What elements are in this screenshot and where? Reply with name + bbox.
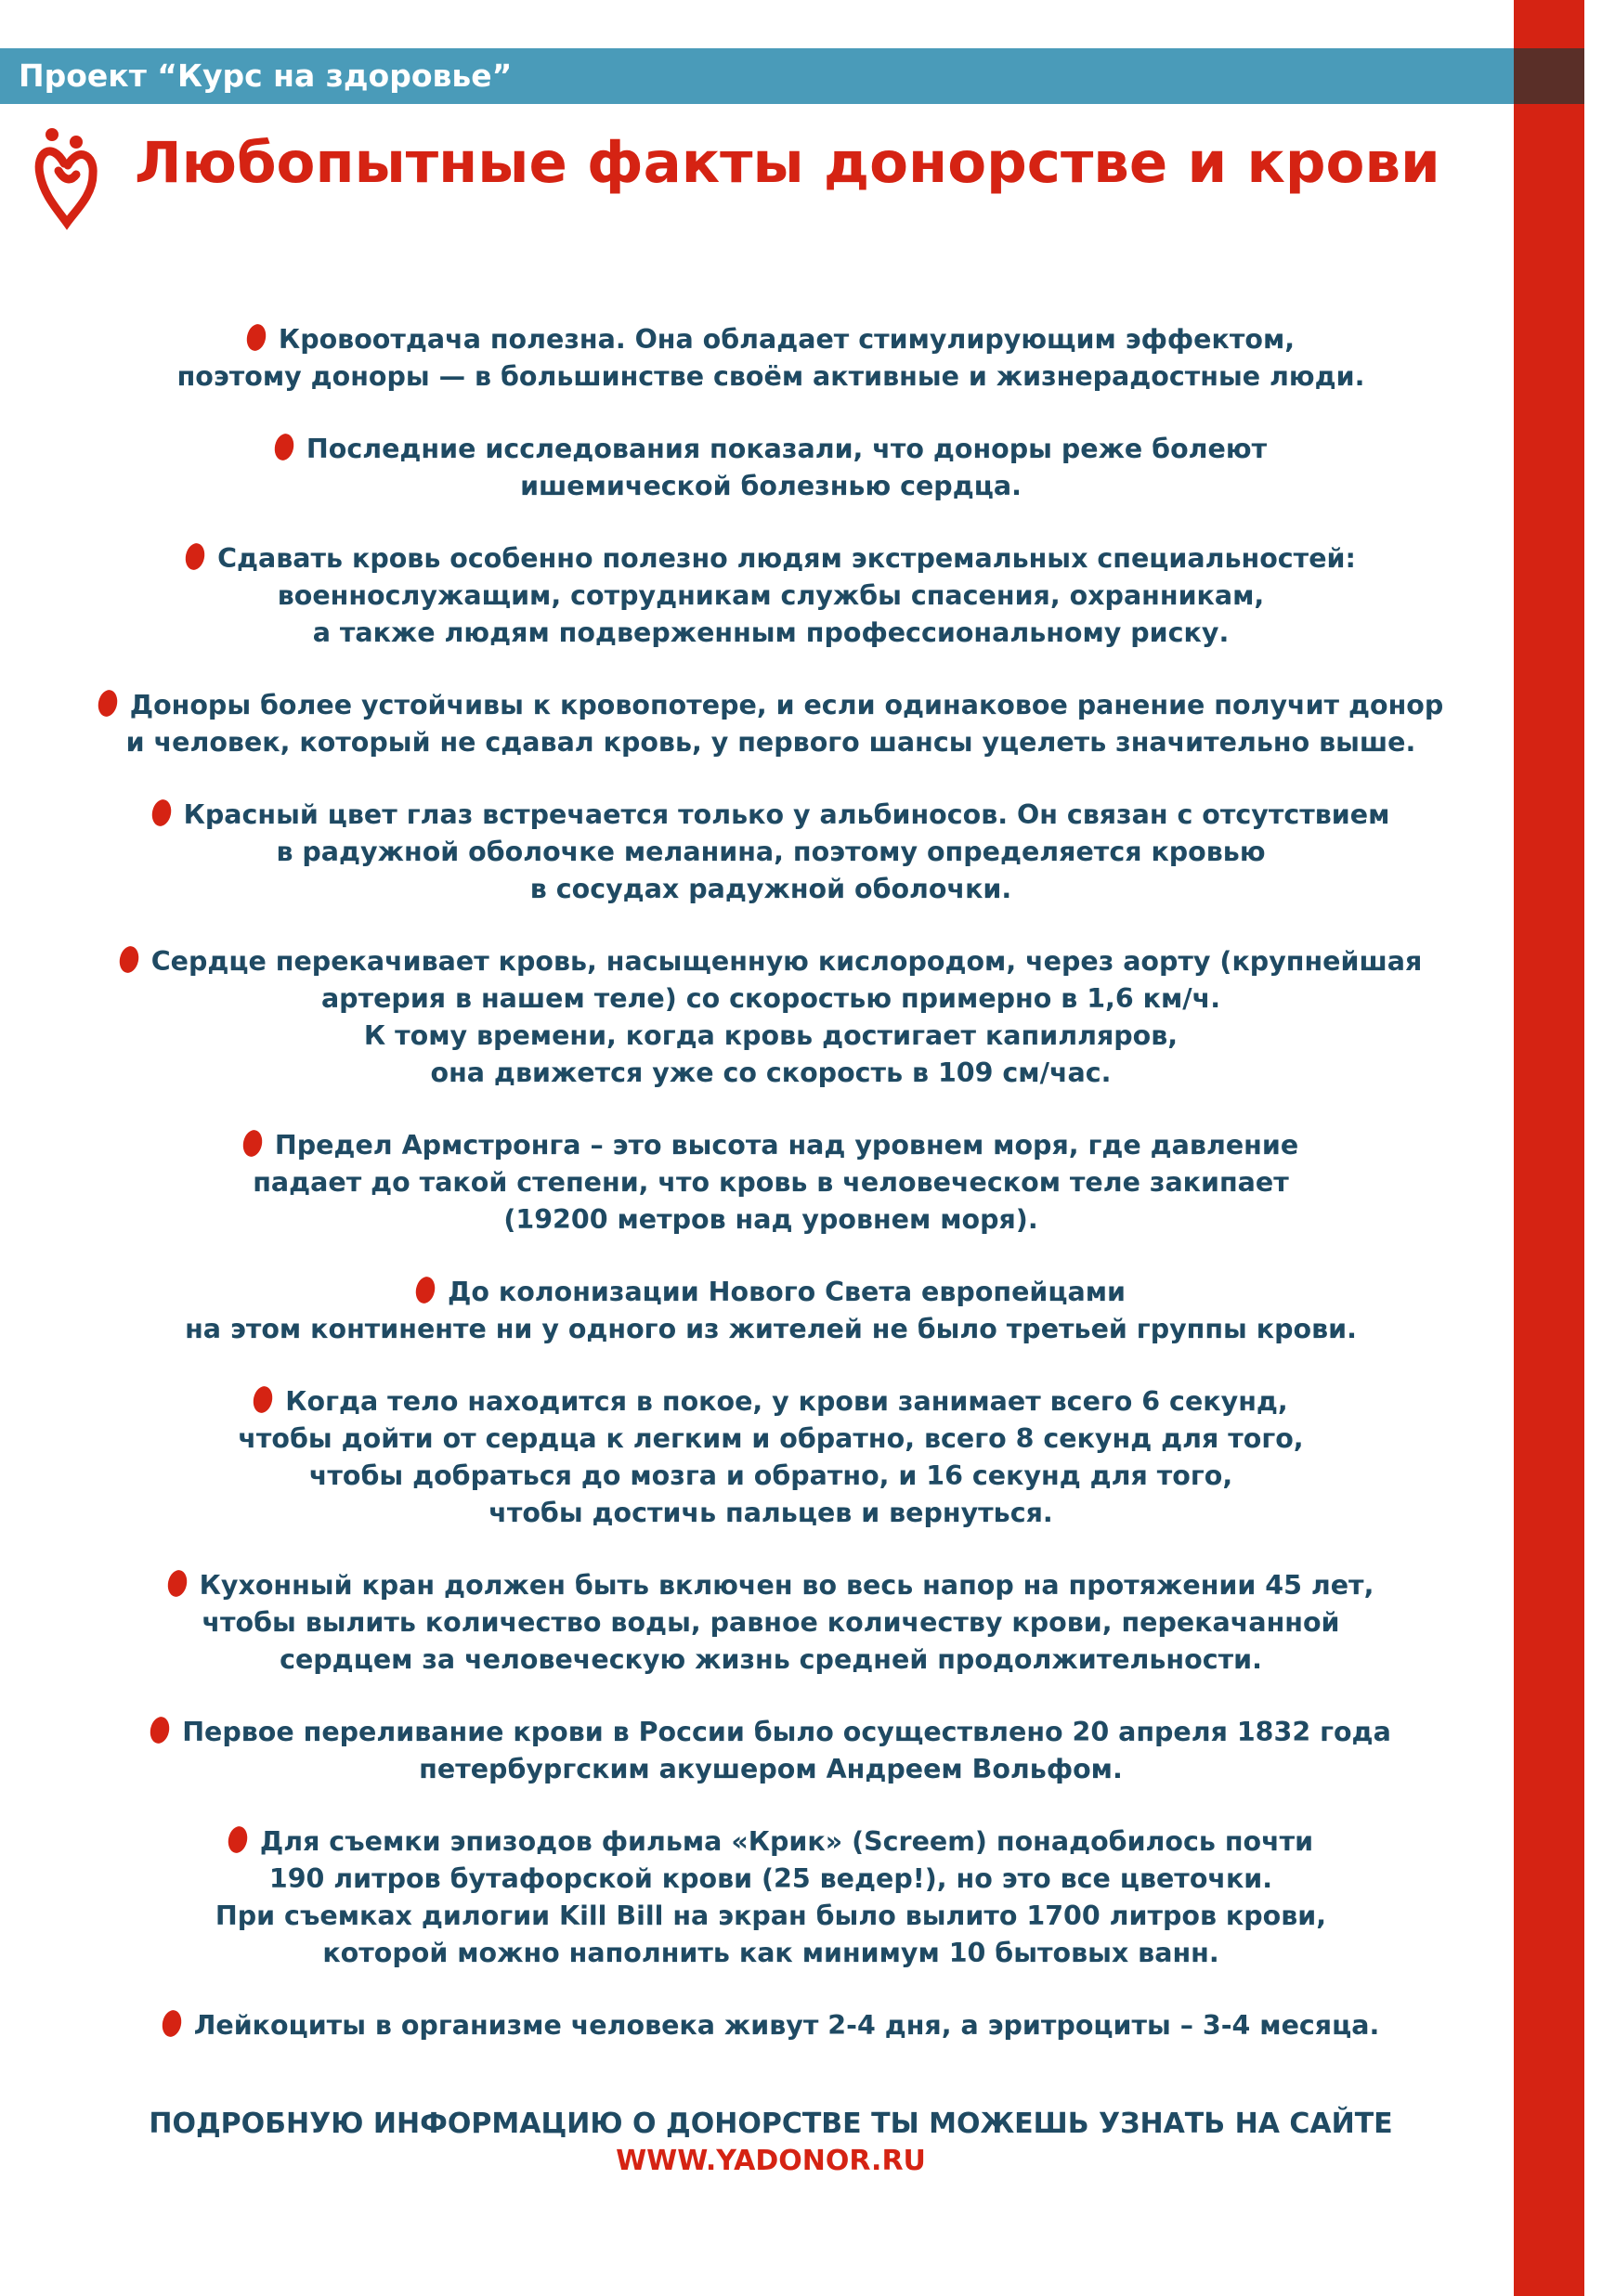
- fact-line-text: (19200 метров над уровнем моря).: [503, 1204, 1038, 1235]
- fact-line-text: а также людям подверженным профессиональному риску.: [312, 617, 1230, 648]
- fact-line: [37, 1935, 1504, 1972]
- fact-item: [37, 1714, 1504, 1788]
- project-label: Проект “Курс на здоровье”: [19, 58, 513, 94]
- fact-line-text: чтобы достичь пальцев и вернуться.: [488, 1498, 1053, 1528]
- fact-item: [37, 943, 1504, 1092]
- fact-line-text: Красный цвет глаз встречается только у альбиносов. Он связан с отсутствием: [183, 799, 1390, 830]
- fact-line-text: в сосудах радужной оболочки.: [529, 874, 1012, 904]
- fact-line: [37, 1495, 1504, 1532]
- fact-line: [37, 1458, 1504, 1495]
- fact-line-text: чтобы добраться до мозга и обратно, и 16 секунд для того,: [308, 1460, 1233, 1491]
- fact-line-text: Кухонный кран должен быть включен во весь напор на протяжении 45 лет,: [199, 1570, 1374, 1601]
- fact-line: [37, 724, 1504, 761]
- fact-line-text: чтобы дойти от сердца к легким и обратно, всего 8 секунд для того,: [238, 1423, 1304, 1454]
- fact-line-text: в радужной оболочке меланина, поэтому определяется кровью: [276, 837, 1266, 867]
- fact-line-text: на этом континенте ни у одного из жителей не было третьей группы крови.: [185, 1314, 1357, 1344]
- fact-line-text: Когда тело находится в покое, у крови занимает всего 6 секунд,: [285, 1386, 1288, 1417]
- fact-line-text: Сердце перекачивает кровь, насыщенную кислородом, через аорту (крупнейшая: [150, 946, 1423, 977]
- fact-line-text: До колонизации Нового Света европейцами: [447, 1277, 1127, 1307]
- blood-drop-bullet-icon: [244, 322, 268, 353]
- fact-item: [37, 797, 1504, 908]
- fact-line: [37, 358, 1504, 396]
- blood-drop-bullet-icon: [150, 798, 174, 828]
- fact-line: [37, 577, 1504, 615]
- fact-line: [37, 1420, 1504, 1458]
- fact-line: [37, 1898, 1504, 1935]
- fact-line: [37, 1641, 1504, 1679]
- fact-item: [37, 1127, 1504, 1239]
- fact-line: [37, 468, 1504, 505]
- fact-line: [37, 687, 1504, 724]
- fact-line-text: При съемках дилогии Kill Bill на экран было вылито 1700 литров крови,: [215, 1900, 1327, 1931]
- fact-line: [37, 1823, 1504, 1861]
- fact-line: [37, 1018, 1504, 1055]
- fact-line-text: поэтому доноры — в большинстве своём активные и жизнерадостные люди.: [176, 361, 1365, 392]
- fact-line: [37, 797, 1504, 834]
- fact-item: [37, 431, 1504, 505]
- fact-line: [37, 321, 1504, 358]
- fact-line: [37, 871, 1504, 908]
- fact-line: [37, 1861, 1504, 1898]
- footer-site-link[interactable]: WWW.YADONOR.RU: [616, 2145, 926, 2177]
- fact-line: [37, 1714, 1504, 1751]
- blood-drop-bullet-icon: [272, 432, 296, 462]
- blood-drop-bullet-icon: [183, 541, 207, 572]
- fact-line-text: Сдавать кровь особенно полезно людям экстремальных специальностей:: [217, 543, 1356, 574]
- fact-line: [37, 1274, 1504, 1311]
- side-accent-bar: [1514, 0, 1584, 2296]
- fact-line: [37, 943, 1504, 980]
- blood-drop-bullet-icon: [117, 944, 141, 975]
- fact-item: [37, 1383, 1504, 1532]
- fact-line: [37, 615, 1504, 652]
- fact-line: [37, 2007, 1504, 2044]
- fact-line-text: Кровоотдача полезна. Она обладает стимулирующим эффектом,: [278, 324, 1296, 355]
- blood-drop-bullet-icon: [148, 1715, 172, 1745]
- fact-line-text: которой можно наполнить как минимум 10 бытовых ванн.: [322, 1938, 1219, 1968]
- facts-list: [37, 286, 1504, 2044]
- donor-heart-logo-icon: [33, 123, 98, 230]
- fact-line: [37, 431, 1504, 468]
- fact-line-text: Первое переливание крови в России было осуществлено 20 апреля 1832 года: [182, 1717, 1391, 1747]
- fact-line-text: Предел Армстронга – это высота над уровнем моря, где давление: [274, 1130, 1299, 1161]
- fact-line: [37, 1751, 1504, 1788]
- fact-item: [37, 687, 1504, 761]
- fact-item: [37, 2007, 1504, 2044]
- blood-drop-bullet-icon: [413, 1275, 437, 1305]
- fact-line: [37, 1311, 1504, 1348]
- page-title: Любопытные факты донорстве и крови: [135, 130, 1440, 196]
- footer: [37, 2106, 1504, 2180]
- fact-line: [37, 1127, 1504, 1164]
- fact-line-text: она движется уже со скорость в 109 см/час.: [430, 1057, 1112, 1088]
- fact-line: [37, 540, 1504, 577]
- blood-drop-bullet-icon: [251, 1384, 275, 1415]
- fact-line: [37, 1567, 1504, 1604]
- fact-line-text: и человек, который не сдавал кровь, у первого шансы уцелеть значительно выше.: [125, 727, 1416, 758]
- fact-line-text: ишемической болезнью сердца.: [520, 471, 1022, 501]
- fact-line-text: Доноры более устойчивы к кровопотере, и если одинаковое ранение получит донор: [129, 690, 1444, 720]
- blood-drop-bullet-icon: [96, 688, 120, 719]
- fact-line: [37, 1604, 1504, 1641]
- blood-drop-bullet-icon: [226, 1824, 250, 1855]
- fact-line-text: сердцем за человеческую жизнь средней продолжительности.: [280, 1644, 1262, 1675]
- fact-item: [37, 321, 1504, 396]
- fact-line-text: Для съемки эпизодов фильма «Крик» (Screem) понадобилось почти: [259, 1826, 1314, 1857]
- fact-line: [37, 1055, 1504, 1092]
- fact-item: [37, 1274, 1504, 1348]
- blood-drop-bullet-icon: [241, 1128, 265, 1159]
- side-accent-bar-junction: [1514, 48, 1584, 104]
- fact-line-text: Лейкоциты в организме человека живут 2-4 дня, а эритроциты – 3-4 месяца.: [193, 2010, 1380, 2041]
- footer-info-text: ПОДРОБНУЮ ИНФОРМАЦИЮ О ДОНОРСТВЕ ТЫ МОЖЕШЬ УЗНАТЬ НА САЙТЕ: [149, 2108, 1393, 2140]
- fact-item: [37, 540, 1504, 652]
- fact-line-text: артерия в нашем теле) со скоростью примерно в 1,6 км/ч.: [320, 983, 1221, 1014]
- fact-line-text: чтобы вылить количество воды, равное количеству крови, перекачанной: [202, 1607, 1340, 1638]
- fact-line: [37, 1201, 1504, 1239]
- fact-line: [37, 980, 1504, 1018]
- fact-line-text: Последние исследования показали, что доноры реже болеют: [306, 434, 1268, 464]
- fact-line-text: падает до такой степени, что кровь в человеческом теле закипает: [253, 1167, 1289, 1198]
- fact-line: [37, 834, 1504, 871]
- blood-drop-bullet-icon: [160, 2008, 184, 2039]
- blood-drop-bullet-icon: [165, 1568, 189, 1599]
- fact-line-text: военнослужащим, сотрудникам службы спасения, охранникам,: [277, 580, 1265, 611]
- fact-item: [37, 1567, 1504, 1679]
- fact-line-text: петербургским акушером Андреем Вольфом.: [419, 1754, 1123, 1784]
- fact-line: [37, 1164, 1504, 1201]
- fact-line-text: К тому времени, когда кровь достигает капилляров,: [363, 1020, 1179, 1051]
- fact-item: [37, 1823, 1504, 1972]
- fact-line-text: 190 литров бутафорской крови (25 ведер!), но это все цветочки.: [268, 1863, 1273, 1894]
- fact-line: [37, 1383, 1504, 1420]
